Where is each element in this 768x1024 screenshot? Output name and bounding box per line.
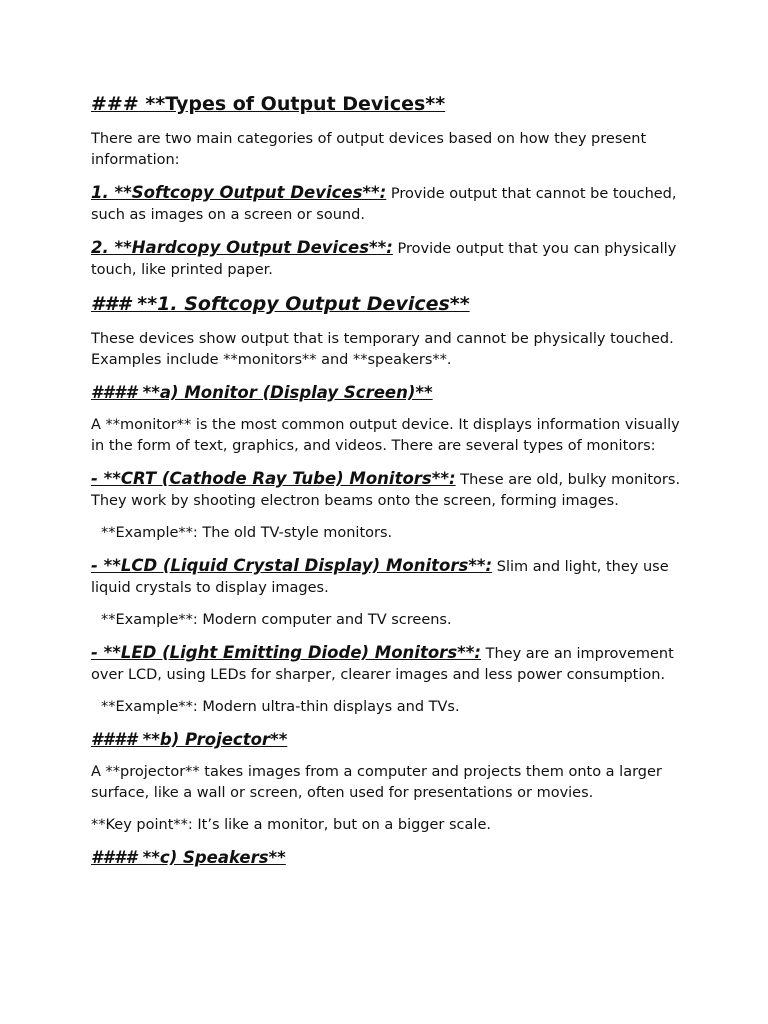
category-hardcopy-item bbox=[91, 237, 681, 281]
category-hardcopy-text: Provide output that you can physically touch, like printed paper. bbox=[91, 241, 677, 278]
category-softcopy-lead: 1. **Softcopy Output Devices**: bbox=[91, 183, 387, 202]
projector-description: A **projector** takes images from a computer and projects them onto a larger surface, like a wall or screen, often used for presentations or movies. bbox=[91, 764, 662, 801]
led-item bbox=[91, 642, 681, 686]
heading-softcopy-output-devices: ### **1. Softcopy Output Devices** bbox=[91, 293, 470, 315]
projector-key-point: **Key point**: It’s like a monitor, but on a bigger scale. bbox=[91, 817, 491, 833]
document-body bbox=[91, 92, 681, 880]
crt-item bbox=[91, 468, 681, 512]
softcopy-description: These devices show output that is temporary and cannot be physically touched. Examples include **monitors** and **speakers**. bbox=[91, 331, 674, 368]
crt-example: **Example**: The old TV-style monitors. bbox=[101, 525, 393, 541]
heading-monitor: #### **a) Monitor (Display Screen)** bbox=[91, 383, 433, 402]
led-example: **Example**: Modern ultra-thin displays and TVs. bbox=[101, 699, 460, 715]
lcd-item bbox=[91, 555, 681, 599]
category-softcopy-text: Provide output that cannot be touched, such as images on a screen or sound. bbox=[91, 186, 677, 223]
led-text: They are an improvement over LCD, using LEDs for sharper, clearer images and less power consumption. bbox=[91, 646, 674, 683]
crt-lead: - **CRT (Cathode Ray Tube) Monitors**: bbox=[91, 469, 456, 488]
intro-paragraph: There are two main categories of output devices based on how they present information: bbox=[91, 131, 647, 168]
lcd-lead: - **LCD (Liquid Crystal Display) Monitors**: bbox=[91, 556, 493, 575]
lcd-example: **Example**: Modern computer and TV screens. bbox=[101, 612, 452, 628]
lcd-text: Slim and light, they use liquid crystals to display images. bbox=[91, 559, 669, 596]
heading-types-of-output-devices: ### **Types of Output Devices** bbox=[91, 93, 446, 115]
category-softcopy-item bbox=[91, 182, 681, 226]
heading-projector: #### **b) Projector** bbox=[91, 730, 288, 749]
led-lead: - **LED (Light Emitting Diode) Monitors**: bbox=[91, 643, 481, 662]
crt-text: These are old, bulky monitors. They work by shooting electron beams onto the screen, forming images. bbox=[91, 472, 681, 509]
heading-speakers: #### **c) Speakers** bbox=[91, 848, 286, 867]
monitor-description: A **monitor** is the most common output device. It displays information visually in the form of text, graphics, and videos. There are several types of monitors: bbox=[91, 417, 680, 454]
category-hardcopy-lead: 2. **Hardcopy Output Devices**: bbox=[91, 238, 393, 257]
